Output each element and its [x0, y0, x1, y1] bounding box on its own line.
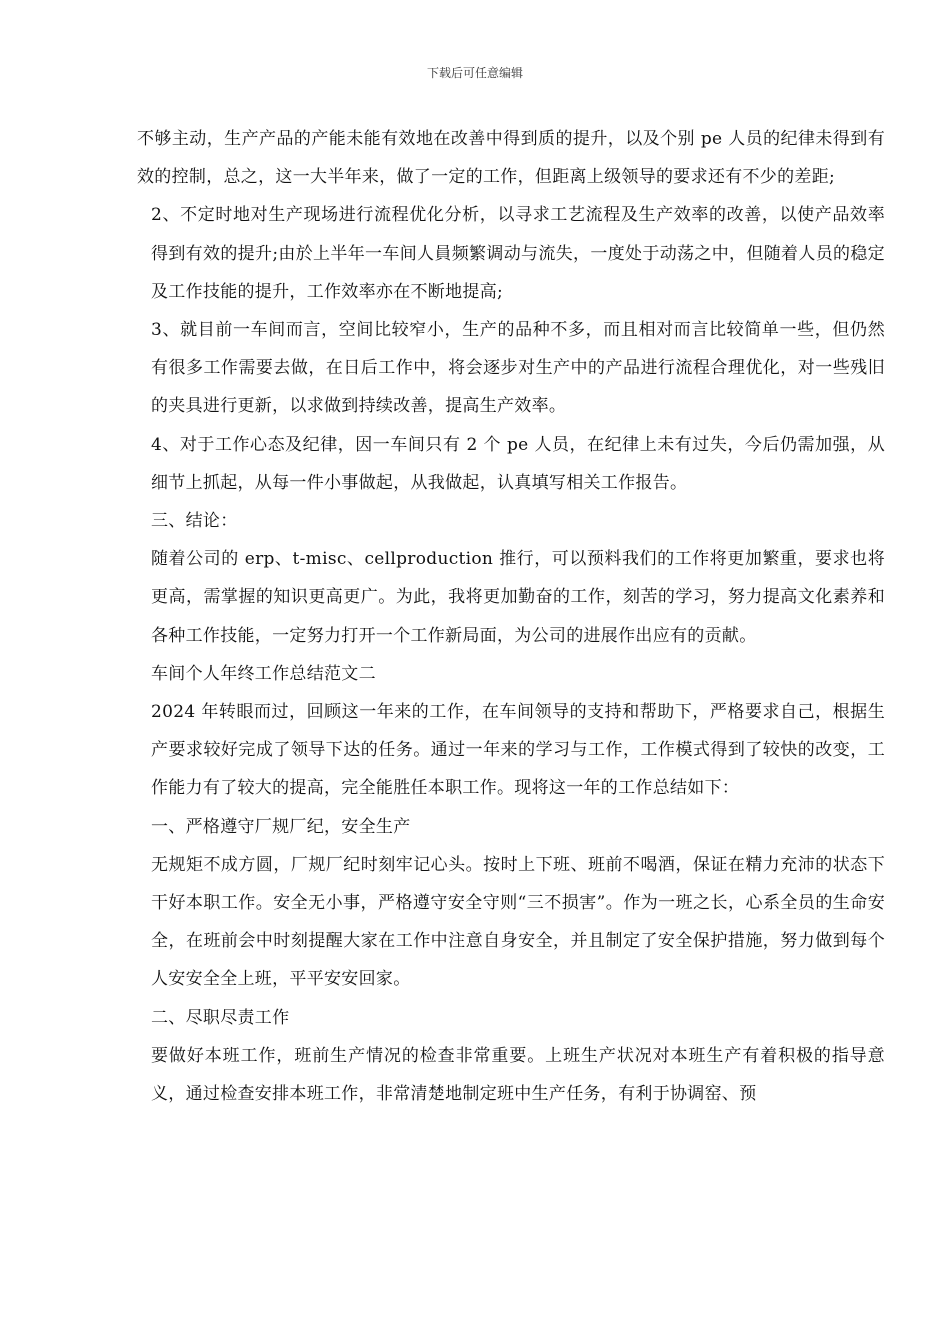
document-subtitle: 车间个人年终工作总结范文二 [151, 663, 376, 684]
paragraph: 4、对于工作心态及纪律，因一车间只有 2 个 pe 人员，在纪律上未有过失，今后仍需加强，从细节上抓起，从每一件小事做起，从我做起，认真填写相关工作报告。 [151, 434, 885, 493]
section-heading: 三、结论： [151, 511, 238, 532]
paragraph: 2、不定时地对生产现场进行流程优化分析，以寻求工艺流程及生产效率的改善，以使产品效率得到有效的提升;由於上半年一车间人員频繁调动与流失，一度处于动荡之中，但随着人员的稳定及工作技能的提升，工作效率亦在不断地提高; [151, 205, 885, 302]
paragraph: 2024 年转眼而过，回顾这一年来的工作，在车间领导的支持和帮助下，严格要求自己，根据生产要求较好完成了领导下达的任务。通过一年来的学习与工作，工作模式得到了较快的改变，工作能力有了较大的提高，完全能胜任本职工作。现将这一年的工作总结如下： [151, 702, 885, 799]
section-heading: 一、严格遵守厂规厂纪，安全生产 [151, 816, 411, 837]
page-header: 下载后可任意编辑 [426, 66, 523, 80]
document-body [137, 120, 885, 1113]
paragraph: 随着公司的 erp、t-misc、cellproduction 推行，可以预料我们的工作将更加繁重，要求也将更高，需掌握的知识更高更广。为此，我将更加勤奋的工作，刻苦的学习，努力提高文化素养和各种工作技能，一定努力打开一个工作新局面，为公司的进展作出应有的贡献。 [151, 549, 885, 646]
paragraph: 不够主动，生产产品的产能未能有效地在改善中得到质的提升，以及个别 pe 人员的纪律未得到有效的控制，总之，这一大半年来，做了一定的工作，但距离上级领导的要求还有不少的差距; [137, 129, 885, 188]
section-heading: 二、尽职尽责工作 [151, 1007, 290, 1028]
paragraph: 要做好本班工作，班前生产情况的检查非常重要。上班生产状况对本班生产有着积极的指导意义，通过检查安排本班工作，非常清楚地制定班中生产任务，有利于协调窑、预 [151, 1045, 885, 1105]
paragraph: 3、就目前一车间而言，空间比较窄小，生产的品种不多，而且相对而言比较简单一些，但仍然有很多工作需要去做，在日后工作中，将会逐步对生产中的产品进行流程合理优化，对一些残旧的夹具进行更新，以求做到持续改善，提高生产效率。 [151, 320, 885, 417]
paragraph: 无规矩不成方圆，厂规厂纪时刻牢记心头。按时上下班、班前不喝酒，保证在精力充沛的状态下干好本职工作。安全无小事，严格遵守安全守则“三不损害”。作为一班之长，心系全员的生命安全，在班前会中时刻提醒大家在工作中注意自身安全，并且制定了安全保护措施，努力做到每个人安安全全上班，平平安安回家。 [151, 854, 885, 990]
